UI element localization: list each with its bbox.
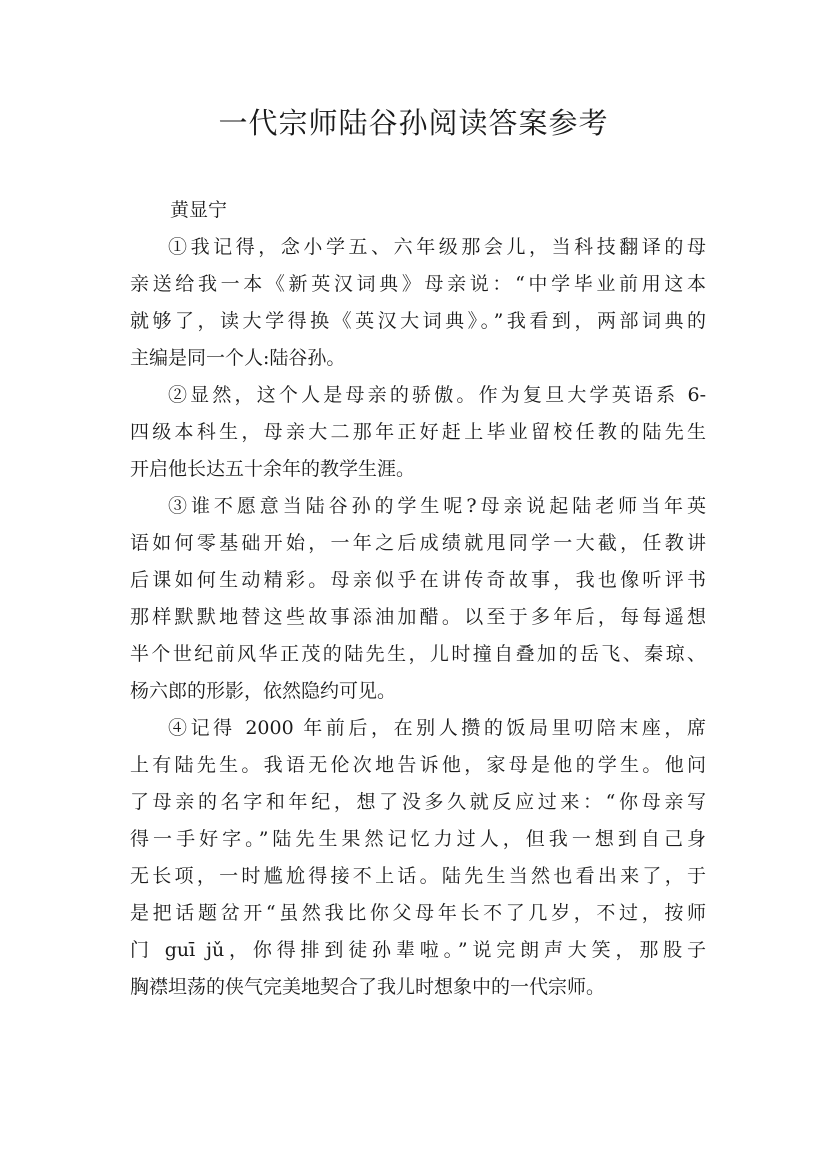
- paragraph-4: [130, 710, 706, 1006]
- text-line: 那样默默地替这些故事添油加醋。以至于多年后，每每遥想: [130, 606, 706, 628]
- text-line: 开启他长达五十余年的教学生涯。: [130, 458, 416, 480]
- text-line: 胸襟坦荡的侠气完美地契合了我儿时想象中的一代宗师。: [130, 976, 606, 998]
- text-line: 语如何零基础开始，一年之后成绩就甩同学一大截，任教讲: [130, 532, 706, 554]
- paragraph-3: [130, 488, 706, 710]
- text-line: ①我记得，念小学五、六年级那会儿，当科技翻译的母: [168, 236, 706, 258]
- text-line: ④记得 2000 年前后，在别人攒的饭局里叨陪末座，席: [168, 717, 706, 739]
- text-line: 了母亲的名字和年纪，想了没多久就反应过来：“你母亲写: [130, 791, 706, 813]
- article-body: [130, 192, 706, 1006]
- text-line: ③谁不愿意当陆谷孙的学生呢?母亲说起陆老师当年英: [168, 495, 706, 517]
- author-name: 黄显宁: [170, 199, 228, 221]
- text-line: 就够了，读大学得换《英汉大词典》。”我看到，两部词典的: [130, 310, 706, 332]
- text-line: 亲送给我一本《新英汉词典》母亲说：“中学毕业前用这本: [130, 273, 706, 295]
- text-line: 四级本科生，母亲大二那年正好赶上毕业留校任教的陆先生: [130, 421, 706, 443]
- text-line: 是把话题岔开“虽然我比你父母年长不了几岁，不过，按师: [130, 902, 706, 924]
- text-line: 杨六郎的形影，依然隐约可见。: [130, 680, 397, 702]
- text-line: ②显然，这个人是母亲的骄傲。作为复旦大学英语系 6-: [168, 384, 706, 406]
- text-line: 得一手好字。”陆先生果然记忆力过人，但我一想到自己身: [130, 828, 706, 850]
- document-title: 一代宗师陆谷孙阅读答案参考: [218, 106, 609, 140]
- text-line: 上有陆先生。我语无伦次地告诉他，家母是他的学生。他问: [130, 754, 706, 776]
- text-line: 半个世纪前风华正茂的陆先生，儿时撞自叠加的岳飞、秦琼、: [130, 643, 706, 665]
- text-line: 主编是同一个人:陆谷孙。: [130, 347, 346, 369]
- text-line: 无长项，一时尴尬得接不上话。陆先生当然也看出来了，于: [130, 865, 706, 887]
- paragraph-1: [130, 229, 706, 377]
- text-line: 后课如何生动精彩。母亲似乎在讲传奇故事，我也像听评书: [130, 569, 706, 591]
- paragraph-2: [130, 377, 706, 488]
- text-line: 门 guī jǔ，你得排到徒孙辈啦。”说完朗声大笑，那股子: [130, 939, 706, 961]
